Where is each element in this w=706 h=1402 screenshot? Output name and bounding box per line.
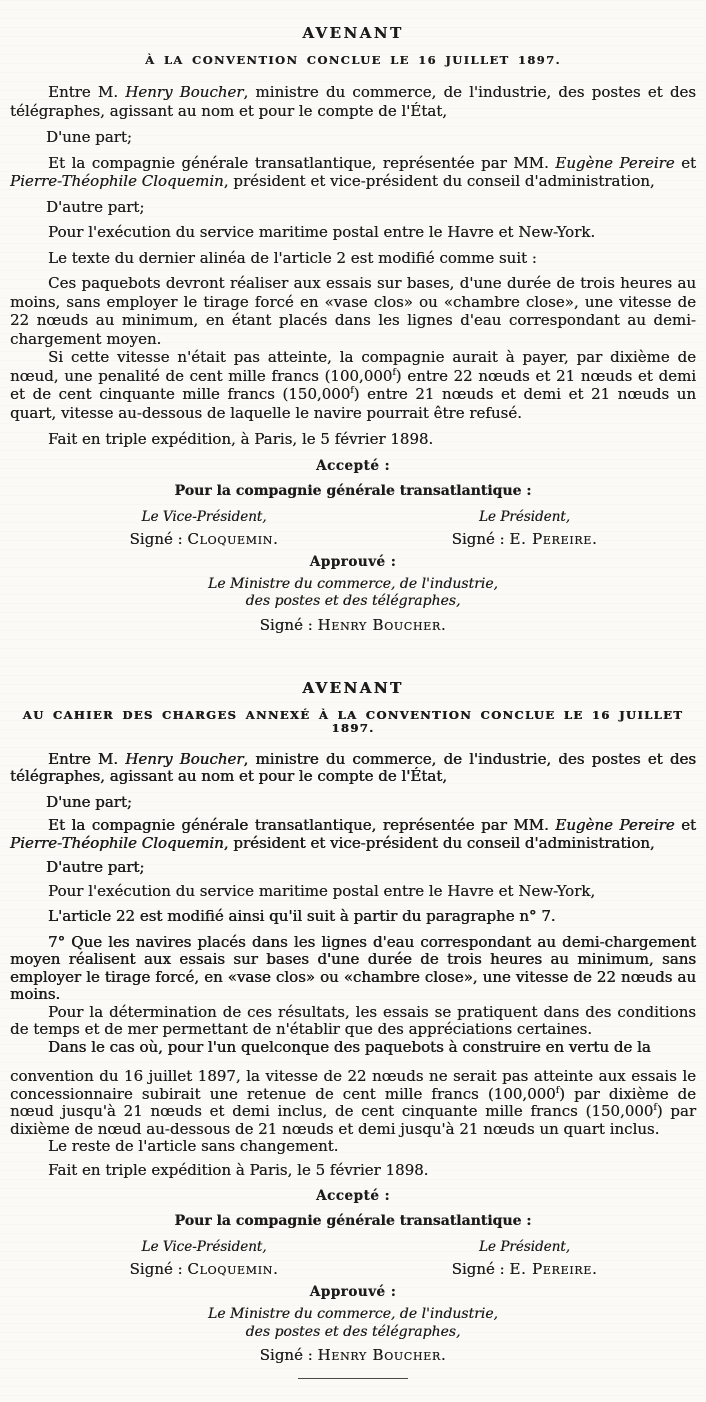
doc2-cie-suffix: , président et vice-président du conseil d'administration, bbox=[223, 833, 655, 852]
doc1-ministre-block bbox=[10, 576, 696, 611]
doc1-subtitle: À LA CONVENTION CONCLUE LE 16 JUILLET 1897. bbox=[145, 53, 561, 67]
doc1-signature-name-cloquemin: Cloquemin. bbox=[187, 529, 279, 548]
doc1-paragraph-fait: Fait en triple expédition, à Paris, le 5 février 1898. bbox=[48, 430, 434, 448]
doc2-signature-name-cloquemin: Cloquemin. bbox=[187, 1260, 279, 1278]
doc2-ministre-line2: des postes et des télégraphes, bbox=[245, 1323, 461, 1340]
doc2-signe-label-right: Signé : bbox=[451, 1260, 510, 1278]
doc1-cie-prefix: Et la compagnie générale transatlantique, représentée par MM. bbox=[48, 153, 556, 172]
doc2-paragraph-article-22: L'article 22 est modifié ainsi qu'il suit à partir du paragraphe n° 7. bbox=[48, 907, 556, 925]
doc1-signature-name-boucher: Henry Boucher. bbox=[317, 615, 447, 634]
doc1-ministre-line2: des postes et des télégraphes, bbox=[245, 593, 461, 609]
doc2-ministre-line1: Le Ministre du commerce, de l'industrie, bbox=[207, 1306, 499, 1322]
doc1-title: AVENANT bbox=[302, 24, 404, 42]
name-eugene-pereire: Eugène Pereire bbox=[555, 816, 675, 834]
doc2-paragraph-fait: Fait en triple expédition à Paris, le 5 février 1898. bbox=[48, 1160, 429, 1179]
avenant-convention bbox=[10, 26, 696, 635]
doc1-signature-vice-president bbox=[10, 509, 353, 548]
doc1-paragraph-execution: Pour l'exécution du service maritime postal entre le Havre et New-York. bbox=[48, 223, 596, 241]
doc1-penalite-s1: ) entre 22 nœuds et 21 nœuds et demi et de cent cinquante mille francs (150,000 bbox=[10, 366, 696, 403]
avenant-cahier-des-charges bbox=[10, 678, 697, 1366]
doc1-signe-label-minister: Signé : bbox=[259, 615, 318, 634]
doc1-paragraph-autre-part: D'autre part; bbox=[46, 197, 145, 216]
doc2-convention-s0: convention du 16 juillet 1897, la vitesse de 22 nœuds ne serait pas atteinte aux essais le concessionnaire subirait une retenue de cent mille francs (100,000 bbox=[10, 1067, 696, 1103]
doc2-entre-suffix: , ministre du commerce, de l'industrie, des postes et des télégraphes, agissant au nom et pour le compte de l'État, bbox=[10, 749, 697, 785]
doc1-approuve-label: Approuvé : bbox=[309, 553, 397, 570]
doc2-cie-prefix: Et la compagnie générale transatlantique, représentée par MM. bbox=[48, 816, 556, 834]
doc2-paragraph-reste: Le reste de l'article sans changement. bbox=[48, 1137, 339, 1155]
doc2-signature-name-boucher: Henry Boucher. bbox=[317, 1346, 447, 1364]
doc2-paragraph-7: 7° Que les navires placés dans les lignes d'eau correspondant au demi-chargement moyen réalisent aux essais sur bases d'une durée de trois heures au minimum, sans employer le tirage forcé, en «vase clos» ou «chambre close», une vitesse de 22 nœuds au moins. bbox=[10, 932, 696, 1003]
doc1-signature-row bbox=[10, 509, 696, 548]
doc1-signed-cloquemin bbox=[55, 530, 353, 548]
doc2-entre-prefix: Entre M. bbox=[48, 749, 126, 768]
doc2-cie-et: et bbox=[674, 816, 696, 834]
doc2-signature-president bbox=[353, 1239, 696, 1278]
doc1-ministre-line1: Le Ministre du commerce, de l'industrie, bbox=[207, 575, 499, 592]
doc2-role-president: Le Président, bbox=[478, 1239, 571, 1255]
doc2-signed-cloquemin bbox=[55, 1260, 353, 1278]
doc1-paragraph-une-part: D'une part; bbox=[46, 128, 132, 146]
doc2-accepte-label: Accepté : bbox=[316, 1188, 390, 1204]
doc1-paragraph-paquebots: Ces paquebots devront réaliser aux essais sur bases, d'une durée de trois heures au moins, sans employer le tirage forcé en «vase clos» ou «chambre close», une vitesse de 22 nœuds au minimum, en étant placés dans les lignes d'eau correspondant au demi-chargement moyen. bbox=[10, 274, 696, 348]
doc1-pour-compagnie-label: Pour la compagnie générale transatlantique : bbox=[174, 482, 532, 499]
name-pierre-theophile-cloquemin: Pierre-Théophile Cloquemin bbox=[10, 833, 224, 852]
doc2-paragraph-convention bbox=[10, 1068, 696, 1138]
doc2-subtitle: AU CAHIER DES CHARGES ANNEXÉ À LA CONVENTION CONCLUE LE 16 JUILLET 1897. bbox=[22, 707, 684, 735]
doc2-convention-s1: ) par dixième de nœud jusqu'à 21 nœuds et demi inclus, de cent cinquante mille francs (150,000 bbox=[10, 1084, 697, 1120]
name-henry-boucher: Henry Boucher bbox=[125, 83, 244, 101]
doc2-convention-s2: ) par dixième de nœud au-dessous de 21 nœuds et demi jusqu'à 21 nœuds un quart inclus. bbox=[10, 1102, 696, 1138]
doc1-cie-et: et bbox=[674, 153, 696, 172]
superscript-francs: f bbox=[555, 1085, 560, 1096]
doc2-paragraph-determination: Pour la détermination de ces résultats, les essais se pratiquent dans des conditions de temps et de mer permettant de n'établir que des appréciations certaines. bbox=[10, 1002, 696, 1038]
doc1-role-vice-president: Le Vice-Président, bbox=[141, 508, 267, 525]
doc1-signature-name-pereire: E. Pereire. bbox=[509, 529, 598, 548]
doc1-role-president: Le Président, bbox=[478, 508, 571, 525]
doc2-signe-label-left: Signé : bbox=[129, 1260, 188, 1278]
doc2-paragraph-une-part: D'une part; bbox=[46, 792, 132, 811]
doc2-signature-vice-president bbox=[10, 1239, 353, 1278]
doc2-paragraph-dans-le-cas: Dans le cas où, pour l'un quelconque des paquebots à construire en vertu de la bbox=[48, 1037, 651, 1056]
doc2-signed-boucher bbox=[10, 1346, 696, 1365]
doc2-paragraph-execution: Pour l'exécution du service maritime postal entre le Havre et New-York, bbox=[48, 881, 596, 900]
doc1-signed-boucher bbox=[10, 616, 696, 635]
doc1-paragraph-compagnie bbox=[10, 154, 696, 191]
name-henry-boucher: Henry Boucher bbox=[125, 749, 244, 768]
end-of-document-rule bbox=[298, 1378, 408, 1379]
superscript-francs: f bbox=[350, 386, 354, 396]
doc1-entre-suffix: , ministre du commerce, de l'industrie, des postes et des télégraphes, agissant au nom et pour le compte de l'État, bbox=[10, 83, 697, 120]
doc2-ministre-block bbox=[10, 1306, 696, 1341]
doc1-paragraph-modification: Le texte du dernier alinéa de l'article 2 est modifié comme suit : bbox=[48, 248, 537, 267]
doc1-penalite-s0: Si cette vitesse n'était pas atteinte, la compagnie aurait à payer, par dixième de nœud, une penalité de cent mille francs (100,000 bbox=[10, 348, 696, 385]
doc1-signature-president bbox=[353, 509, 696, 548]
doc2-paragraph-entre bbox=[10, 751, 696, 786]
doc1-paragraph-entre bbox=[10, 83, 696, 120]
doc1-signed-pereire bbox=[353, 530, 696, 548]
doc1-entre-prefix: Entre M. bbox=[48, 83, 126, 101]
doc2-paragraph-autre-part: D'autre part; bbox=[46, 858, 145, 876]
doc1-penalite-s2: ) entre 21 nœuds et demi et 21 nœuds un quart, vitesse au-dessous de laquelle le navire pourrait être refusé. bbox=[10, 385, 696, 422]
doc1-signe-label-right: Signé : bbox=[451, 529, 510, 548]
doc1-paragraph-penalite bbox=[10, 348, 696, 422]
doc2-signed-pereire bbox=[353, 1260, 696, 1278]
doc2-role-vice-president: Le Vice-Président, bbox=[141, 1239, 267, 1255]
doc2-approuve-label: Approuvé : bbox=[309, 1284, 397, 1300]
superscript-francs: f bbox=[392, 367, 396, 378]
name-eugene-pereire: Eugène Pereire bbox=[555, 153, 675, 172]
doc2-title: AVENANT bbox=[302, 678, 404, 697]
doc1-cie-suffix: , président et vice-président du conseil d'administration, bbox=[223, 172, 655, 190]
doc1-accepte-label: Accepté : bbox=[316, 457, 390, 474]
doc2-signe-label-minister: Signé : bbox=[259, 1346, 318, 1364]
superscript-francs: f bbox=[653, 1103, 657, 1113]
doc2-signature-name-pereire: E. Pereire. bbox=[509, 1260, 598, 1278]
doc2-pour-compagnie-label: Pour la compagnie générale transatlantique : bbox=[174, 1213, 532, 1229]
doc2-signature-row bbox=[10, 1239, 696, 1278]
doc2-paragraph-compagnie bbox=[10, 817, 696, 852]
name-pierre-theophile-cloquemin: Pierre-Théophile Cloquemin bbox=[10, 172, 224, 190]
doc1-signe-label-left: Signé : bbox=[129, 529, 188, 548]
